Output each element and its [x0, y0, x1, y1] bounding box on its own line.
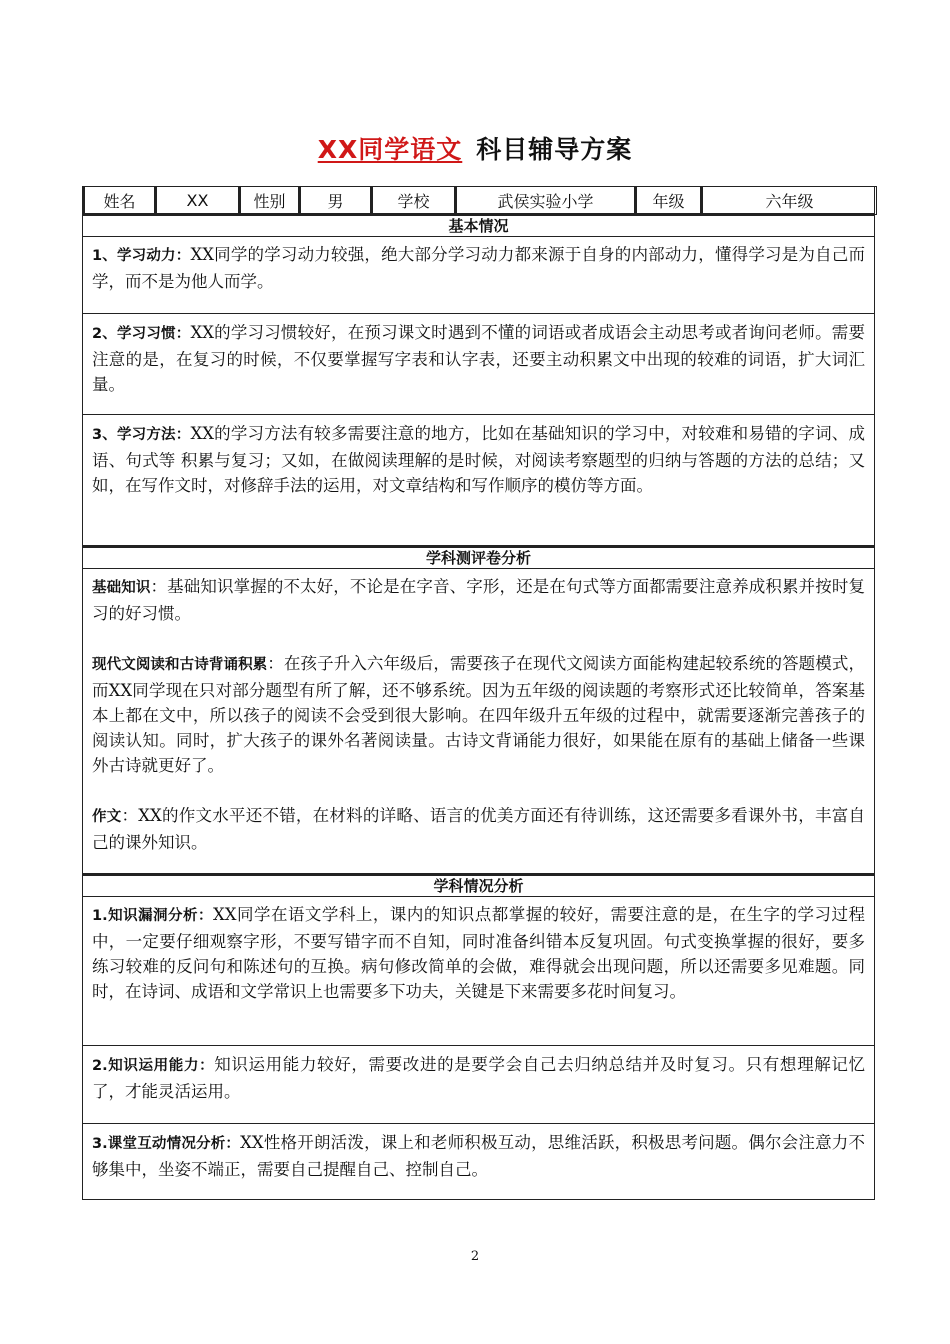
- exam-item-text: ：在孩子升入六年级后，需要孩子在现代文阅读方面能构建起较系统的答题模式，而XX同学现在只对部分题型有所了解，还不够系统。因为五年级的阅读题的考察形式还比较简单，答案基本上都在文中，所以孩子的阅读不会受到很大影响。在四年级升五年级的过程中，就需要逐渐完善孩子的阅读认知。同时，扩大孩子的课外名著阅读量。古诗文背诵能力很好，如果能在原有的基础上储备一些课外古诗就更好了。: [92, 654, 866, 775]
- basic-item-text: XX的学习习惯较好，在预习课文时遇到不懂的词语或者成语会主动思考或者询问老师。需要注意的是，在复习的时候，不仅要掌握写字表和认字表，还要主动积累文中出现的较难的词语，扩大词汇量。: [92, 323, 865, 394]
- section-heading-exam: 学科测评卷分析: [82, 545, 875, 569]
- exam-item-basics: [92, 574, 865, 626]
- gender-value: 男: [300, 187, 372, 215]
- page-number: 2: [470, 1249, 480, 1264]
- name-value: XX: [156, 187, 240, 215]
- title-plan: 科目辅导方案: [476, 135, 633, 164]
- exam-item-label: 基础知识: [92, 580, 151, 596]
- situation-item-3: [82, 1124, 875, 1200]
- basic-item-label: 3、学习方法：: [92, 427, 191, 443]
- exam-analysis-body: [82, 568, 875, 873]
- situation-item-text: XX同学在语文学科上，课内的知识点都掌握的较好，需要注意的是，在生字的学习过程中，一定要仔细观察字形，不要写错字而不自知，同时准备纠错本反复巩固。句式变换掌握的很好，要多练习较难的反问句和陈述句的互换。病句修改简单的会做，难得就会出现问题，所以还需要多见难题。同时，在诗词、成语和文学常识上也需要多下功夫，关键是下来需要多花时间复习。: [92, 905, 865, 1001]
- section-heading-basic: 基本情况: [82, 213, 875, 237]
- basic-item-label: 1、学习动力：: [92, 248, 191, 264]
- situation-item-label: 1.知识漏洞分析：: [92, 908, 213, 924]
- exam-item-text: ：基础知识掌握的不太好，不论是在字音、字形，还是在句式等方面都需要注意养成积累并按时复习的好习惯。: [92, 577, 866, 623]
- document-title: [0, 133, 950, 167]
- gender-label: 性别: [240, 187, 300, 215]
- exam-item-label: 作文: [92, 809, 122, 825]
- situation-item-text: 知识运用能力较好，需要改进的是要学会自己去归纳总结并及时复习。只有想理解记忆了，才能灵活运用。: [92, 1055, 865, 1101]
- exam-item-label: 现代文阅读和古诗背诵积累: [92, 657, 268, 673]
- school-label: 学校: [372, 187, 456, 215]
- grade-label: 年级: [636, 187, 702, 215]
- exam-item-reading: [92, 651, 865, 778]
- exam-item-writing: [92, 803, 865, 855]
- basic-item-label: 2、学习习惯：: [92, 326, 191, 342]
- basic-item-3: [82, 415, 875, 545]
- basic-item-2: [82, 314, 875, 415]
- title-student-subject: XX同学语文: [317, 135, 463, 164]
- student-info-row: [82, 186, 877, 215]
- section-heading-situation: 学科情况分析: [82, 873, 875, 897]
- situation-item-text: XX性格开朗活泼，课上和老师积极互动，思维活跃，积极思考问题。偶尔会注意力不够集中，坐姿不端正，需要自己提醒自己、控制自己。: [92, 1133, 865, 1179]
- situation-item-label: 2.知识运用能力：: [92, 1058, 215, 1074]
- grade-value: 六年级: [702, 187, 877, 215]
- basic-item-text: XX同学的学习动力较强，绝大部分学习动力都来源于自身的内部动力，懂得学习是为自己而学，而不是为他人而学。: [92, 245, 865, 291]
- school-value: 武侯实验小学: [456, 187, 636, 215]
- situation-item-1: [82, 896, 875, 1046]
- exam-item-text: ：XX的作文水平还不错，在材料的详略、语言的优美方面还有待训练，这还需要多看课外书，丰富自己的课外知识。: [92, 806, 866, 852]
- name-label: 姓名: [84, 187, 156, 215]
- situation-item-label: 3.课堂互动情况分析：: [92, 1136, 241, 1152]
- basic-item-1: [82, 236, 875, 314]
- basic-item-text: XX的学习方法有较多需要注意的地方，比如在基础知识的学习中，对较难和易错的字词、成语、句式等 积累与复习；又如，在做阅读理解的是时候，对阅读考察题型的归纳与答题的方法的总结；又如，在写作文时，对修辞手法的运用，对文章结构和写作顺序的模仿等方面。: [92, 424, 865, 495]
- situation-item-2: [82, 1046, 875, 1124]
